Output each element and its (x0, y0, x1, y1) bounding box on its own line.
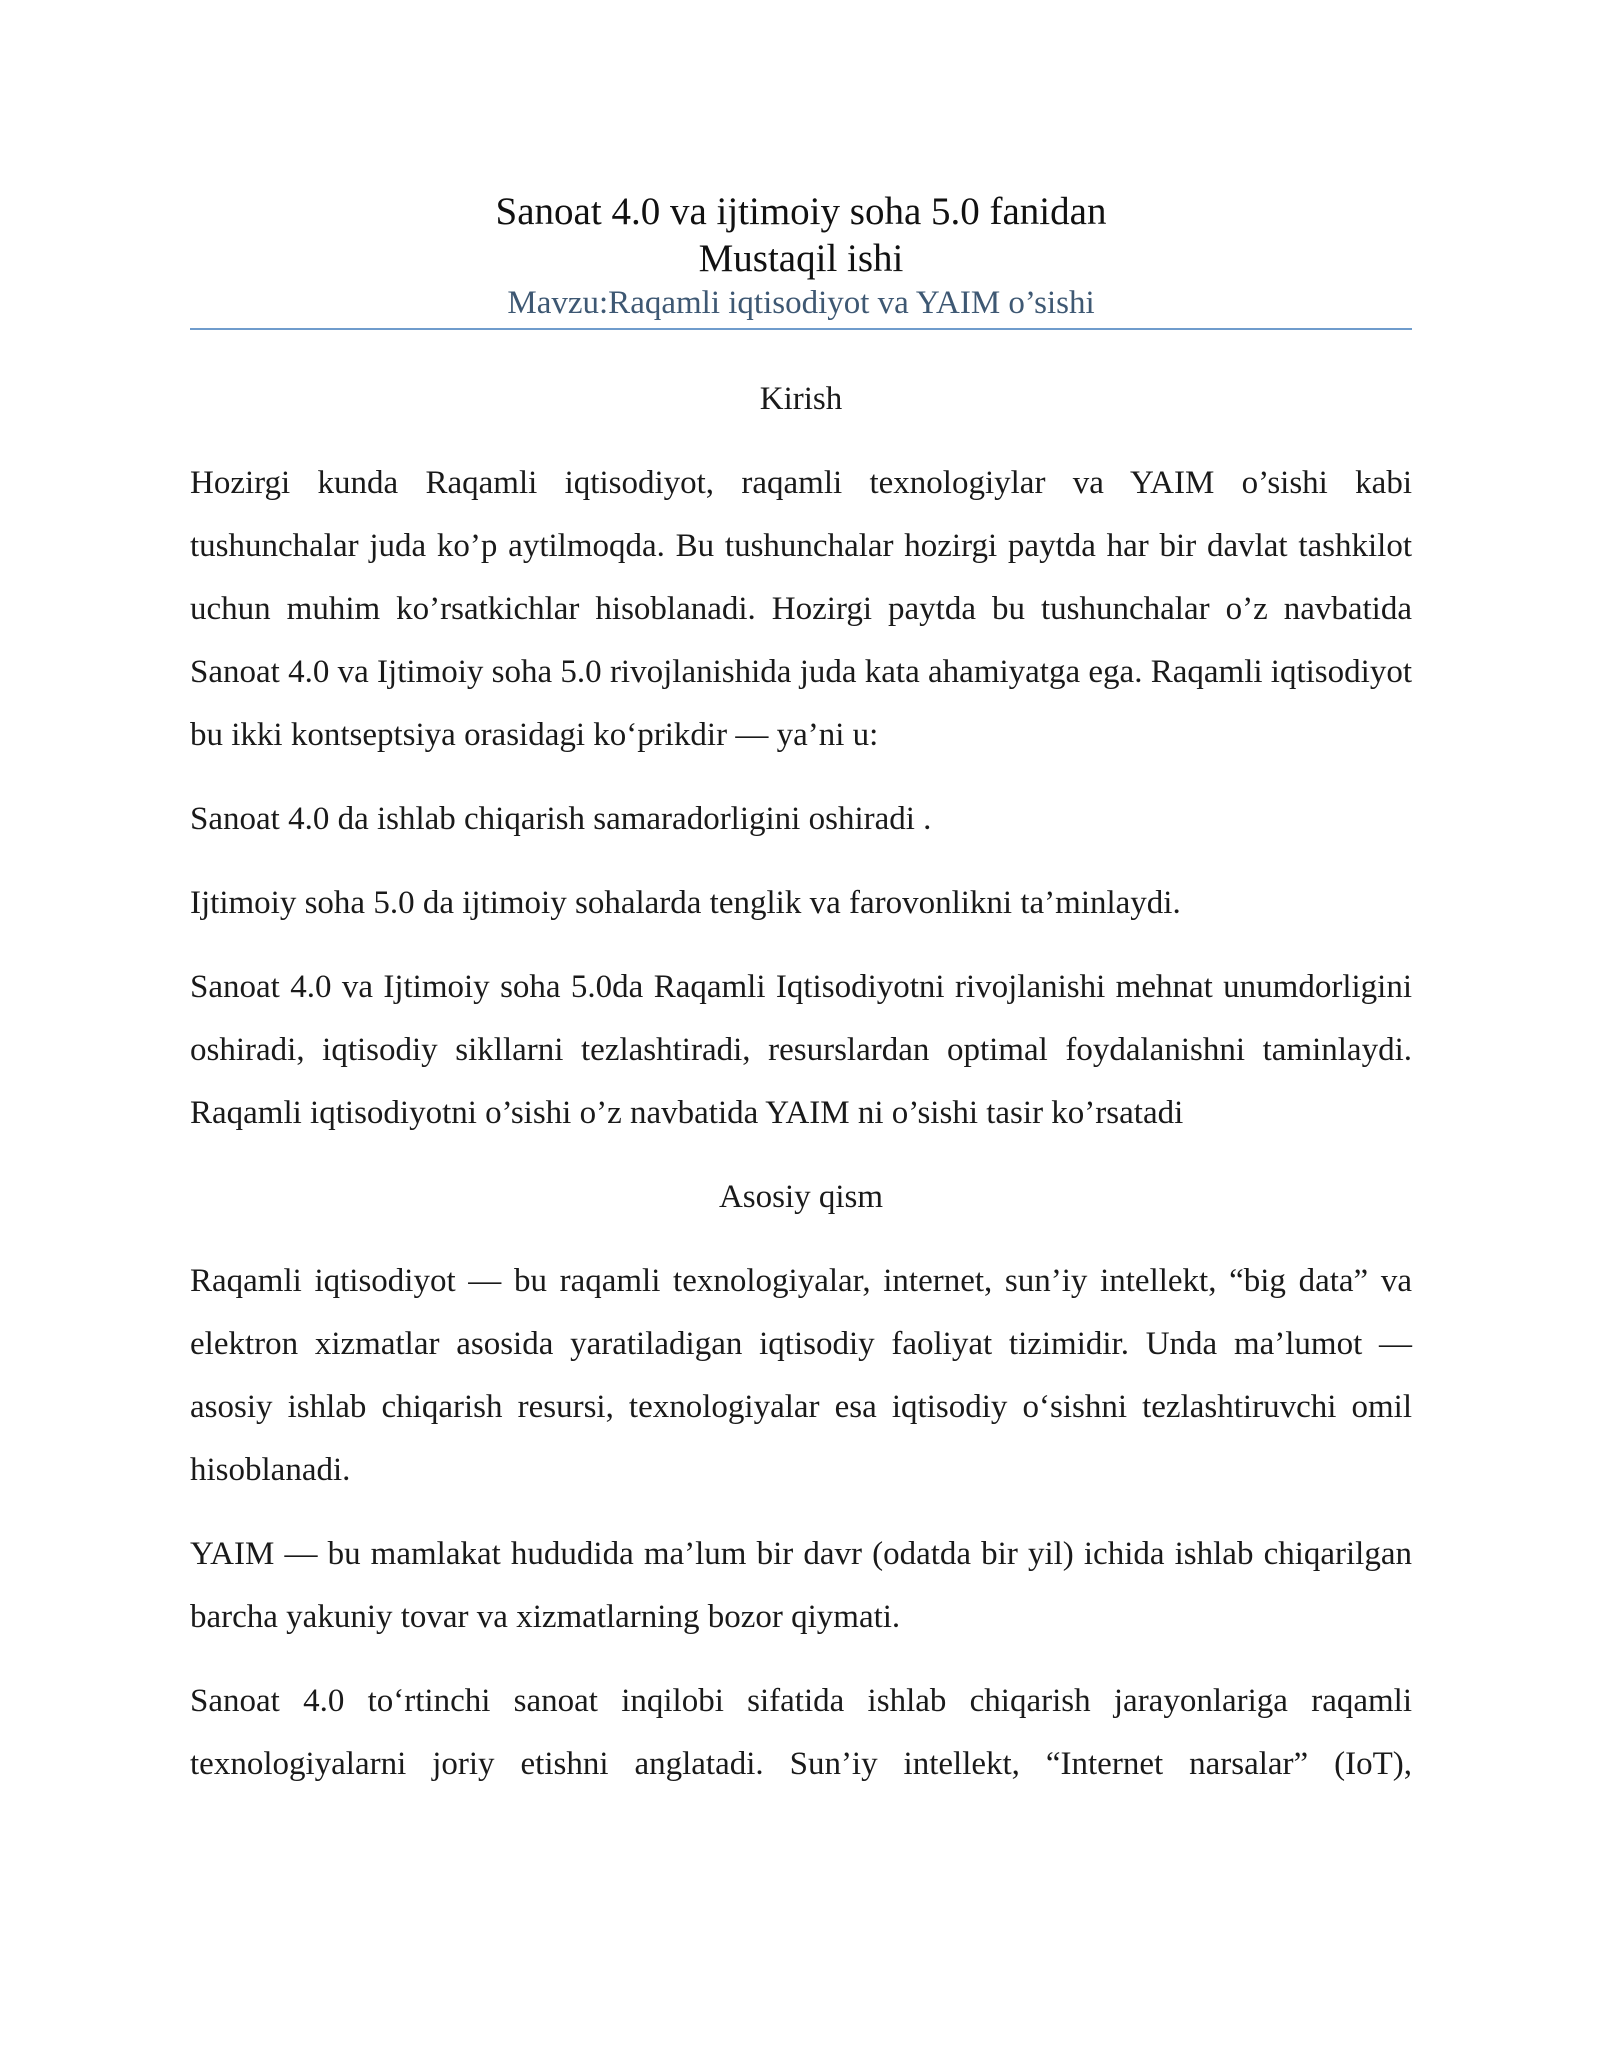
paragraph-intro-4: Sanoat 4.0 va Ijtimoiy soha 5.0da Raqamli Iqtisodiyotni rivojlanishi mehnat unumdorligini oshiradi, iqtisodiy sikllarni tezlashtiradi, resurslardan optimal foydalanishni taminlaydi. Raqamli iqtisodiyotni o’sishi o’z navbatida YAIM ni o’sishi tasir ko’rsatadi (190, 969, 1412, 1131)
document-subtitle: Mustaqil ishi (698, 237, 904, 280)
topic-line: Mavzu:Raqamli iqtisodiyot va YAIM o’sishi (190, 282, 1412, 330)
paragraph-intro-1: Hozirgi kunda Raqamli iqtisodiyot, raqamli texnologiylar va YAIM o’sishi kabi tushunchalar juda ko’p aytilmoqda. Bu tushunchalar hozirgi paytda har bir davlat tashkilot uchun muhim ko’rsatkichlar hisoblanadi. Hozirgi paytda bu tushunchalar o’z navbatida Sanoat 4.0 va Ijtimoiy soha 5.0 rivojlanishida juda kata ahamiyatga ega. Raqamli iqtisodiyot bu ikki kontseptsiya orasidagi ko‘prikdir — ya’ni u: (190, 465, 1412, 753)
paragraph-main-2: YAIM — bu mamlakat hududida ma’lum bir davr (odatda bir yil) ichida ishlab chiqarilgan barcha yakuniy tovar va xizmatlarning bozor qiymati. (190, 1536, 1412, 1635)
section-heading-intro: Kirish (759, 381, 843, 417)
document-header (190, 188, 1412, 330)
document-body (190, 368, 1412, 1817)
paragraph-main-3: Sanoat 4.0 to‘rtinchi sanoat inqilobi sifatida ishlab chiqarish jarayonlariga raqamli texnologiyalarni joriy etishni anglatadi. Sun’iy intellekt, “Internet narsalar” (IoT), (190, 1683, 1412, 1782)
document-title: Sanoat 4.0 va ijtimoiy soha 5.0 fanidan (495, 190, 1107, 233)
paragraph-intro-2: Sanoat 4.0 da ishlab chiqarish samaradorligini oshiradi . (190, 801, 932, 837)
section-heading-main: Asosiy qism (718, 1179, 884, 1215)
paragraph-intro-3: Ijtimoiy soha 5.0 da ijtimoiy sohalarda tenglik va farovonlikni ta’minlaydi. (190, 885, 1181, 921)
paragraph-main-1: Raqamli iqtisodiyot — bu raqamli texnologiyalar, internet, sun’iy intellekt, “big data” va elektron xizmatlar asosida yaratiladigan iqtisodiy faoliyat tizimidir. Unda ma’lumot — asosiy ishlab chiqarish resursi, texnologiyalar esa iqtisodiy o‘sishni tezlashtiruvchi omil hisoblanadi. (190, 1263, 1412, 1488)
